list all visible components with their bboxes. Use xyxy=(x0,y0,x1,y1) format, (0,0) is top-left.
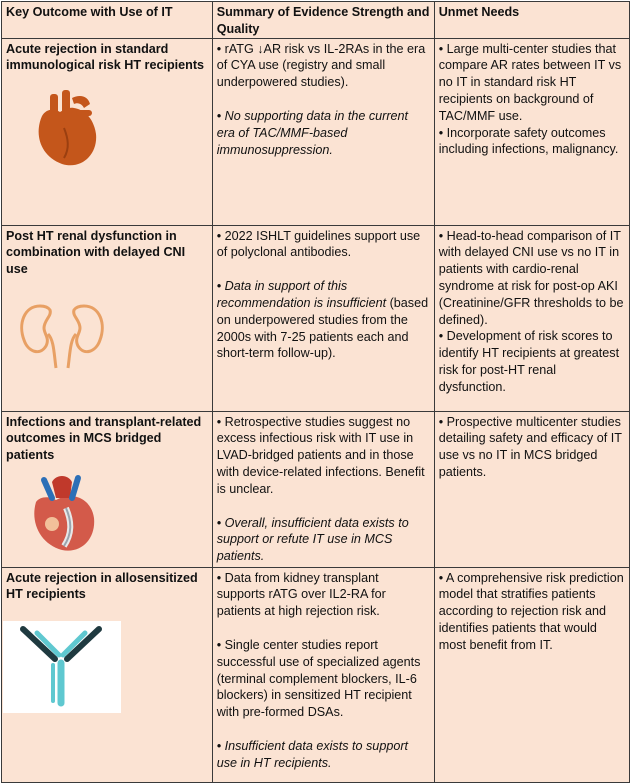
need-item: • A comprehensive risk prediction model that stratifies patients according to rejection risk and identifies patients that would most benefit from IT. xyxy=(438,570,624,652)
evidence-item: • Retrospective studies suggest no excess infectious risk with IT use in LVAD-bridged patients and in those with device-related infections. Benefit is unclear. xyxy=(216,414,425,496)
need-item: • Large multi-center studies that compare AR rates between IT vs no IT in standard risk HT recipients on background of TAC/MMF use. xyxy=(438,41,622,123)
heart-icon xyxy=(6,84,208,175)
heart-lvad-icon xyxy=(6,468,208,563)
header-key-outcome: Key Outcome with Use of IT xyxy=(2,2,213,39)
evidence-item: • 2022 ISHLT guidelines support use of polyclonal antibodies. xyxy=(216,228,421,260)
header-unmet-needs: Unmet Needs xyxy=(434,2,629,39)
antibody-icon xyxy=(3,621,121,713)
evidence-item: • rATG ↓AR risk vs IL-2RAs in the era of CYA use (registry and small underpowered studies). xyxy=(216,41,426,90)
header-evidence-summary: Summary of Evidence Strength and Quality xyxy=(212,2,434,39)
needs-cell xyxy=(434,411,629,567)
evidence-cell xyxy=(212,225,434,411)
evidence-plain: (based on underpowered studies from the 2000s with 7-25 patients each and short-term follow-up). xyxy=(216,295,429,361)
evidence-italic: • Data in support of this recommendation is insufficient xyxy=(216,279,387,310)
evidence-cell xyxy=(212,38,434,225)
evidence-item: • Data from kidney transplant supports rATG over IL2-RA for patients at high rejection risk. xyxy=(216,570,386,619)
header-row xyxy=(2,2,630,39)
evidence-item xyxy=(217,278,430,362)
evidence-cell xyxy=(212,567,434,782)
need-item: • Incorporate safety outcomes including infections, malignancy. xyxy=(438,125,619,157)
outcome-title: Infections and transplant-related outcomes in MCS bridged patients xyxy=(6,414,202,463)
evidence-item: • Insufficient data exists to support use in HT recipients. xyxy=(216,738,409,770)
outcome-title: Acute rejection in standard immunological risk HT recipients xyxy=(6,41,205,73)
need-item: • Prospective multicenter studies detailing safety and efficacy of IT use vs no IT in MCS bridged patients. xyxy=(438,414,622,479)
need-item: • Head-to-head comparison of IT with delayed CNI use vs no IT in patients with cardio-renal syndrome at risk for post-op AKI (Creatinine/GFR thresholds to be defined). xyxy=(438,228,624,327)
evidence-item: • Single center studies report successful use of specialized agents (terminal complement blockers, IL-6 blockers) in sensitized HT recipient with pre-formed DSAs. xyxy=(216,637,421,720)
evidence-item: • Overall, insufficient data exists to support or refute IT use in MCS patients. xyxy=(216,515,409,564)
table-row xyxy=(2,567,630,782)
evidence-table xyxy=(1,1,630,783)
table-row xyxy=(2,225,630,411)
needs-cell xyxy=(434,38,629,225)
evidence-cell xyxy=(212,411,434,567)
need-item: • Development of risk scores to identify HT recipients at greatest risk for post-HT renal dysfunction. xyxy=(438,329,620,394)
table-row xyxy=(2,411,630,567)
kidneys-icon xyxy=(6,288,208,379)
outcome-title: Acute rejection in allosensitized HT recipients xyxy=(6,570,198,602)
evidence-item: • No supporting data in the current era of TAC/MMF-based immunosuppression. xyxy=(216,108,409,157)
needs-cell xyxy=(434,567,629,782)
outcome-cell xyxy=(2,38,213,225)
outcome-cell xyxy=(2,225,213,411)
outcome-cell xyxy=(2,411,213,567)
outcome-cell xyxy=(2,567,213,782)
outcome-title: Post HT renal dysfunction in combination with delayed CNI use xyxy=(6,228,186,277)
needs-cell xyxy=(434,225,629,411)
table-row xyxy=(2,38,630,225)
